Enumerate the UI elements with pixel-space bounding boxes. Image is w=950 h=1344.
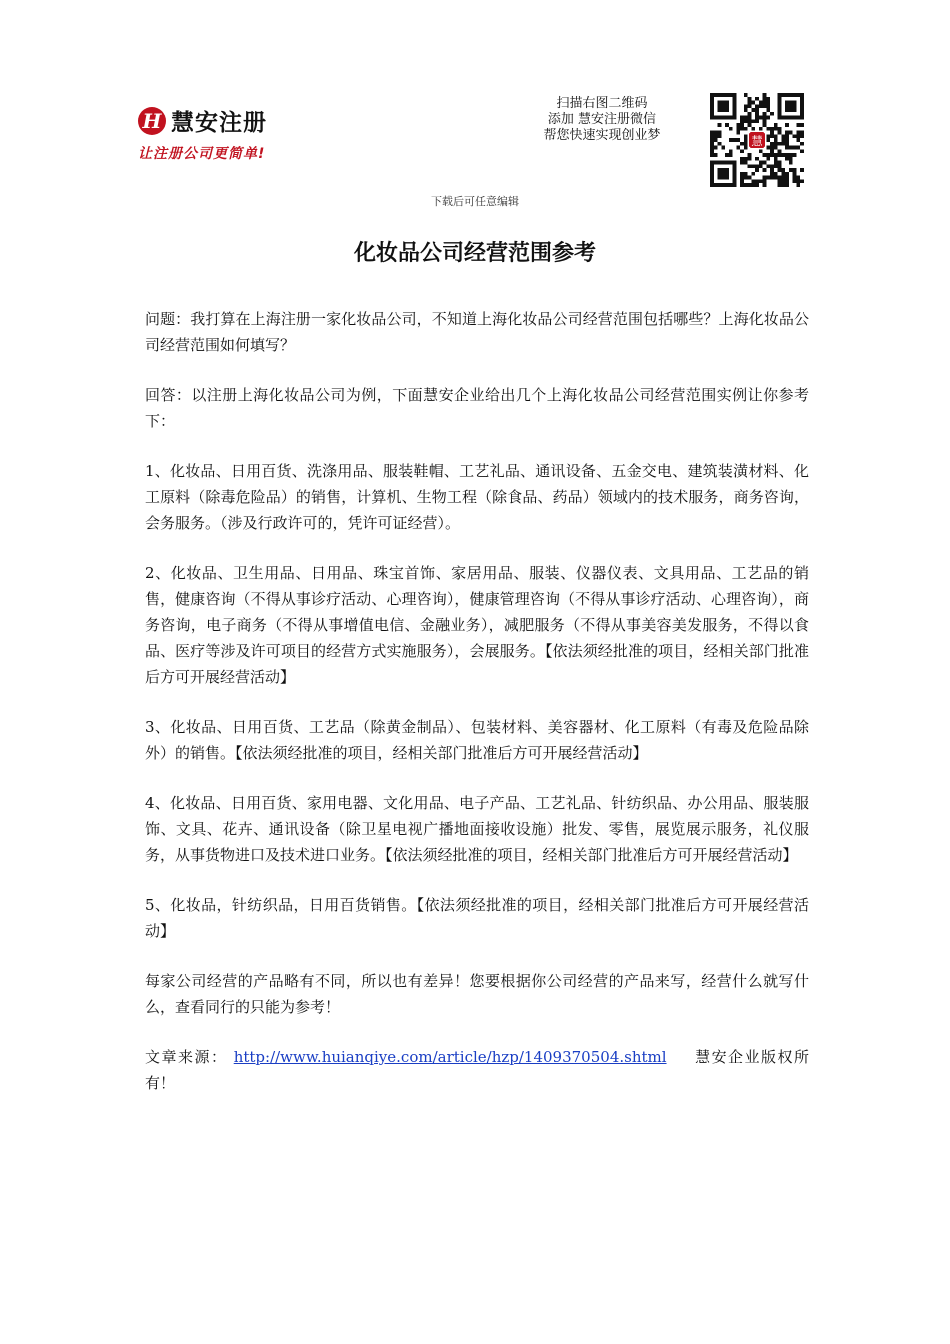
download-note: 下载后可任意编辑 (431, 195, 519, 208)
qr-center-char: 慧 (751, 134, 763, 148)
question-paragraph: 问题：我打算在上海注册一家化妆品公司，不知道上海化妆品公司经营范围包括哪些？上海化妆品公司经营范围如何填写？ (145, 310, 809, 354)
copyright-text: 慧安企业版权所有！ (145, 1048, 809, 1092)
article-body (145, 306, 809, 1120)
promo-line-2: 添加 慧安注册微信 (547, 112, 657, 127)
logo-name: 慧安注册 (171, 110, 267, 136)
example-5: 5、化妆品，针纺织品，日用百货销售。【依法须经批准的项目，经相关部门批准后方可开展经营活动】 (145, 896, 809, 940)
logo-mark (138, 104, 288, 137)
source-link[interactable]: http://www.huianqiye.com/article/hzp/1409370504.shtml (233, 1048, 667, 1066)
source-label: 文章来源： (145, 1048, 228, 1066)
qr-promo-text (522, 96, 682, 144)
page-title: 化妆品公司经营范围参考 (353, 241, 596, 266)
promo-line-3: 帮您快速实现创业梦 (543, 128, 661, 143)
wechat-qr-code (710, 93, 804, 187)
example-3: 3、化妆品、日用百货、工艺品（除黄金制品）、包装材料、美容器材、化工原料（有毒及危险品除外）的销售。【依法须经批准的项目，经相关部门批准后方可开展经营活动】 (145, 718, 809, 762)
logo-slogan: 让注册公司更简单! (138, 146, 266, 162)
answer-paragraph: 回答：以注册上海化妆品公司为例，下面慧安企业给出几个上海化妆品公司经营范围实例让你参考下： (145, 386, 809, 430)
example-4: 4、化妆品、日用百货、家用电器、文化用品、电子产品、工艺礼品、针纺织品、办公用品、服装服饰、文具、花卉、通讯设备（除卫星电视广播地面接收设施）批发、零售，展览展示服务，礼仪服务，从事货物进口及技术进口业务。【依法须经批准的项目，经相关部门批准后方可开展经营活动】 (145, 794, 809, 864)
promo-line-1: 扫描右图二维码 (556, 96, 648, 111)
logo-h-icon: H (138, 107, 166, 135)
example-1: 1、化妆品、日用百货、洗涤用品、服装鞋帽、工艺礼品、通讯设备、五金交电、建筑装潢材料、化工原料（除毒危险品）的销售，计算机、生物工程（除食品、药品）领域内的技术服务，商务咨询，会务服务。（涉及行政许可的，凭许可证经营）。 (145, 462, 809, 532)
closing-paragraph: 每家公司经营的产品略有不同，所以也有差异！您要根据你公司经营的产品来写，经营什么就写什么，查看同行的只能为参考！ (145, 972, 809, 1016)
example-2: 2、化妆品、卫生用品、日用品、珠宝首饰、家居用品、服装、仪器仪表、文具用品、工艺品的销售，健康咨询（不得从事诊疗活动、心理咨询），健康管理咨询（不得从事诊疗活动、心理咨询），商务咨询，电子商务（不得从事增值电信、金融业务），减肥服务（不得从事美容美发服务，不得以食品、医疗等涉及许可项目的经营方式实施服务），会展服务。【依法须经批准的项目，经相关部门批准后方可开展经营活动】 (145, 564, 809, 686)
source-line (145, 1044, 809, 1096)
brand-logo (138, 104, 288, 163)
